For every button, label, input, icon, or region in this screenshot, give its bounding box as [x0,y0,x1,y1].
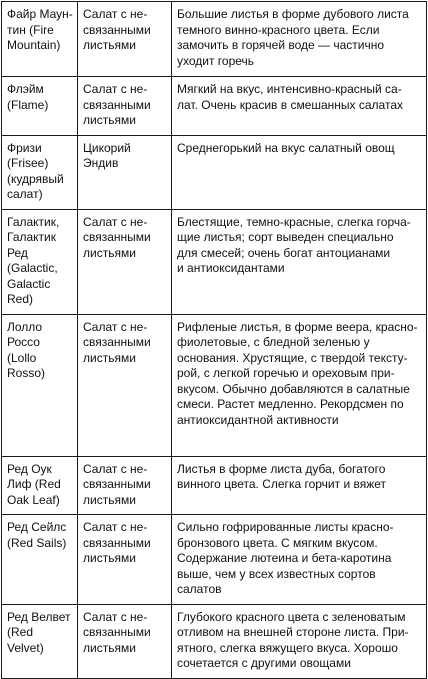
table-row [2,515,427,605]
variety-description-cell: Сильно гофрированные листы красно- бронзового цвета. С мягким вкусом. Содержание лютеина и бета-каротина выше, чем у всех известных сортов салатов [172,515,427,605]
variety-description-cell: Среднегорький на вкус салатный овощ [172,135,427,209]
variety-description-cell: Глубокого красного цвета с зеленоватым отливом на внешней стороне листа. При- ятного, слегка вяжущего вкуса. Хорошо сочетается с другими овощами [172,604,427,678]
variety-name-cell: Флэйм (Flame) [2,77,78,136]
variety-type-cell: Салат с не- связанными листьями [78,604,172,678]
variety-name-cell: Ред Сейлс (Red Sails) [2,515,78,605]
table-row [2,456,427,515]
variety-name-cell: Лолло Россо (Lollo Rosso) [2,314,78,456]
variety-type-cell: Салат с не- связанными листьями [78,77,172,136]
variety-name-cell: Файр Маун- тин (Fire Mountain) [2,2,78,77]
variety-description-cell: Мягкий на вкус, интенсивно-красный са- лат. Очень красив в смешанных салатах [172,77,427,136]
table-row [2,209,427,314]
variety-type-cell: Цикорий Эндив [78,135,172,209]
variety-name-cell: Галактик, Галактик Ред (Galactic, Galactic Red) [2,209,78,314]
table-row [2,77,427,136]
variety-type-cell: Салат с не- связанными листьями [78,515,172,605]
variety-name-cell: Ред Велвет (Red Velvet) [2,604,78,678]
variety-type-cell: Салат с не- связанными листьями [78,456,172,515]
lettuce-varieties-table [1,1,427,679]
variety-type-cell: Салат с не- связанными листьями [78,209,172,314]
variety-name-cell: Фризи (Frisee) (кудрявый салат) [2,135,78,209]
variety-description-cell: Блестящие, темно-красные, слегка горча- щие листья; сорт выведен специально для смесей; очень богат антоцианами и антиоксидантами [172,209,427,314]
table-row [2,604,427,678]
variety-description-cell: Большие листья в форме дубового листа темного винно-красного цвета. Если замочить в горячей воде — частично уходит горечь [172,2,427,77]
variety-name-cell: Ред Оук Лиф (Red Oak Leaf) [2,456,78,515]
variety-description-cell: Листья в форме листа дуба, богатого винного цвета. Слегка горчит и вяжет [172,456,427,515]
table-row [2,135,427,209]
variety-description-cell: Рифленые листья, в форме веера, красно- фиолетовые, с бледной зеленью у основания. Хрустящие, с твердой тексту- рой, с легкой горечью и ореховым при- вкусом. Обычно добавляются в салатные смеси. Растет медленно. Рекордсмен по антиоксидантной активности [172,314,427,456]
variety-type-cell: Салат с не- связанными листьями [78,314,172,456]
table-row [2,2,427,77]
table-row [2,314,427,456]
variety-type-cell: Салат с не- связанными листьями [78,2,172,77]
